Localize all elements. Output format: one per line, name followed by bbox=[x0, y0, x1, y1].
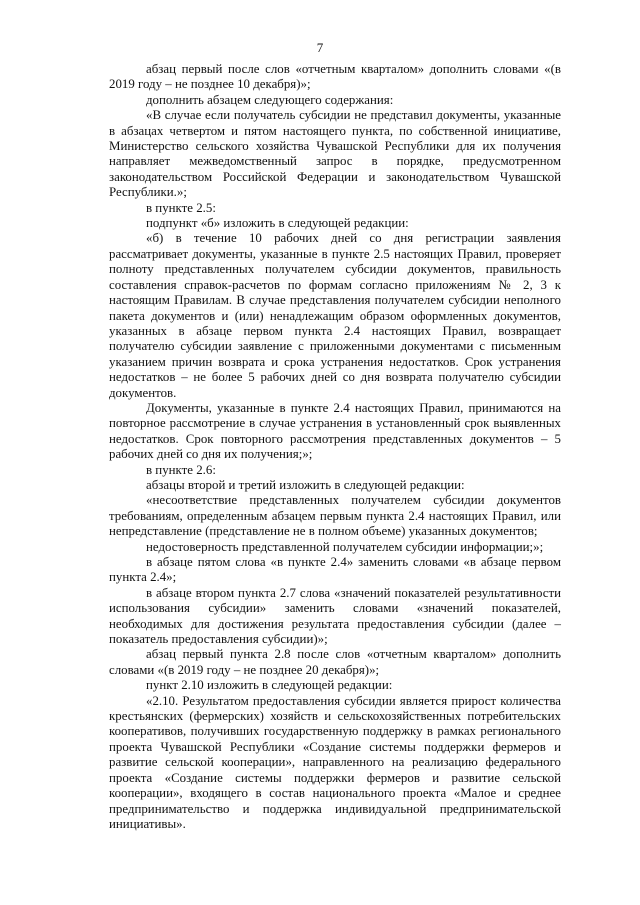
page-number: 7 bbox=[316, 40, 324, 55]
paragraph: подпункт «б» изложить в следующей редакции: bbox=[146, 216, 409, 231]
paragraph: в абзаце втором пункта 2.7 слова «значений показателей результативности использования субсидии» заменить словами «значений показателей, необходимых для достижения результата предоставления субсидии (далее – показатель предоставления субсидии)»; bbox=[109, 585, 561, 647]
paragraph: абзац первый после слов «отчетным кварталом» дополнить словами «(в 2019 году – не позднее 10 декабря)»; bbox=[109, 62, 561, 92]
paragraph: абзац первый пункта 2.8 после слов «отчетным кварталом» дополнить словами «(в 2019 году – не позднее 20 декабря)»; bbox=[109, 647, 561, 677]
paragraph: в пункте 2.5: bbox=[146, 200, 216, 215]
document-body bbox=[109, 62, 561, 832]
paragraph: «В случае если получатель субсидии не представил документы, указанные в абзацах четвертом и пятом настоящего пункта, по собственной инициативе, Министерство сельского хозяйства Чувашской Республики для их получения направляет межведомственный запрос в порядке, предусмотренном законодательством Российской Федерации и законодательством Чувашской Республики.»; bbox=[109, 108, 561, 200]
paragraph: в абзаце пятом слова «в пункте 2.4» заменить словами «в абзаце первом пункта 2.4»; bbox=[109, 555, 561, 585]
paragraph: «несоответствие представленных получателем субсидии документов требованиям, определенным абзацем первым пункта 2.4 настоящих Правил, или непредставление (представление не в полном объеме) указанных документов; bbox=[109, 493, 561, 539]
paragraph: «2.10. Результатом предоставления субсидии является прирост количества крестьянских (фермерских) хозяйств и сельскохозяйственных потребительских кооперативов, получивших государственную поддержку в рамках регионального проекта Чувашской Республики «Создание системы поддержки фермеров и развитие сельской кооперации», направленного на реализацию федерального проекта «Создание системы поддержки фермеров и развитие сельской кооперации», входящего в состав национального проекта «Малое и среднее предпринимательство и поддержка индивидуальной предпринимательской инициативы». bbox=[109, 693, 561, 831]
paragraph: абзацы второй и третий изложить в следующей редакции: bbox=[146, 477, 465, 492]
paragraph: пункт 2.10 изложить в следующей редакции: bbox=[146, 678, 393, 693]
paragraph: Документы, указанные в пункте 2.4 настоящих Правил, принимаются на повторное рассмотрение в случае устранения в установленный срок выявленных недостатков. Срок повторного рассмотрения представленных документов – 5 рабочих дней со дня их получения;»; bbox=[109, 400, 561, 462]
paragraph: в пункте 2.6: bbox=[146, 462, 216, 477]
paragraph: недостоверность представленной получателем субсидии информации;»; bbox=[146, 539, 544, 554]
paragraph: «б) в течение 10 рабочих дней со дня регистрации заявления рассматривает документы, указанные в пункте 2.5 настоящих Правил, проверяет полноту представленных получателем субсидии документов, правильность составления справок-расчетов по формам согласно приложениям № 2, 3 к настоящим Правилам. В случае представления получателем субсидии неполного пакета документов и (или) ненадлежащим образом оформленных документов, указанных в абзаце первом пункта 2.4 настоящих Правил, возвращает получателю субсидии заявление с приложенными документами с письменным указанием причин возврата и срока устранения недостатков. Срок устранения недостатков – не более 5 рабочих дней со дня возврата получателю субсидии документов. bbox=[109, 231, 561, 400]
paragraph: дополнить абзацем следующего содержания: bbox=[146, 92, 394, 107]
